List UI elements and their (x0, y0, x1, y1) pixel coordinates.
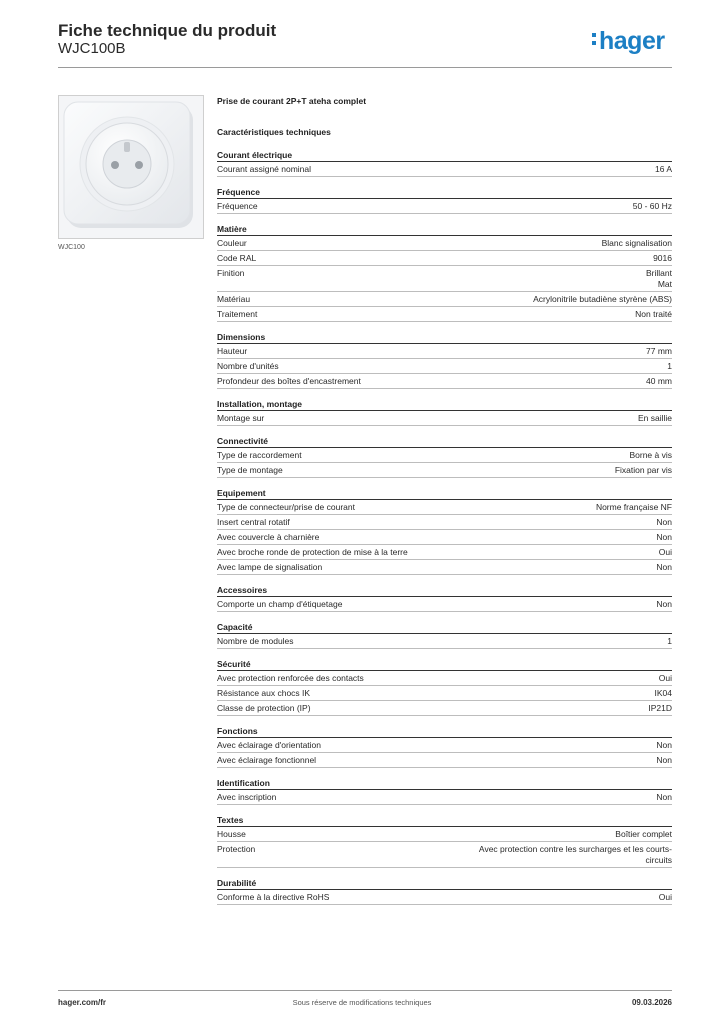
spec-row (217, 359, 672, 374)
spec-value (659, 673, 672, 684)
spec-value-line: Avec protection contre les surcharges et les courts- (478, 843, 672, 854)
spec-value-line: circuits (645, 854, 672, 865)
spec-label: Insert central rotatif (217, 516, 290, 527)
spec-row (217, 701, 672, 716)
spec-value (646, 268, 672, 290)
spec-label: Housse (217, 828, 246, 839)
spec-section (217, 149, 672, 177)
spec-row (217, 515, 672, 530)
spec-label: Avec inscription (217, 791, 277, 802)
spec-value (656, 532, 672, 543)
hager-logo (592, 27, 665, 56)
spec-row (217, 292, 672, 307)
spec-section (217, 331, 672, 389)
logo-dots-icon (592, 33, 597, 49)
spec-value (646, 346, 672, 357)
spec-row (217, 500, 672, 515)
spec-value (655, 688, 673, 699)
socket-outlet-icon (59, 96, 203, 238)
spec-value-line: Oui (658, 546, 672, 557)
footer-website: hager.com/fr (58, 998, 107, 1007)
spec-value (656, 517, 672, 528)
spec-value-line: IK04 (654, 687, 672, 698)
spec-value-line: Non (656, 598, 672, 609)
spec-value (656, 599, 672, 610)
spec-row (217, 827, 672, 842)
image-caption: WJC100 (58, 244, 85, 251)
spec-section-title: Durabilité (217, 877, 672, 890)
specifications (217, 96, 672, 914)
spec-section (217, 877, 672, 905)
footer-divider (58, 990, 672, 991)
spec-value-line: IP21D (648, 702, 672, 713)
spec-value (638, 413, 672, 424)
spec-section (217, 487, 672, 575)
spec-value-line: Non (656, 516, 672, 527)
spec-section (217, 725, 672, 768)
spec-label: Type de connecteur/prise de courant (217, 501, 355, 512)
spec-row (217, 199, 672, 214)
spec-row (217, 448, 672, 463)
spec-label: Nombre de modules (217, 635, 294, 646)
header-divider (58, 67, 672, 68)
spec-sections (217, 149, 672, 905)
spec-label: Traitement (217, 308, 258, 319)
spec-value (656, 755, 672, 766)
spec-label: Montage sur (217, 412, 265, 423)
spec-row (217, 790, 672, 805)
spec-label: Avec éclairage d'orientation (217, 739, 322, 750)
spec-label: Avec éclairage fonctionnel (217, 754, 317, 765)
spec-row (217, 842, 672, 868)
spec-section (217, 186, 672, 214)
spec-value-line: Mat (657, 278, 672, 289)
spec-row (217, 530, 672, 545)
spec-row (217, 344, 672, 359)
spec-value-line: Norme française NF (595, 501, 672, 512)
spec-value-line: En saillie (637, 412, 672, 423)
spec-label: Hauteur (217, 345, 248, 356)
spec-section-title: Sécurité (217, 658, 672, 671)
spec-section-title: Equipement (217, 487, 672, 500)
spec-section-title: Textes (217, 814, 672, 827)
spec-label: Nombre d'unités (217, 360, 279, 371)
spec-value-line: 77 mm (646, 345, 672, 356)
spec-section-title: Capacité (217, 621, 672, 634)
spec-value (635, 309, 672, 320)
spec-value (656, 562, 672, 573)
spec-label: Finition (217, 267, 245, 278)
spec-label: Couleur (217, 237, 247, 248)
spec-value (667, 361, 672, 372)
spec-label: Code RAL (217, 252, 257, 263)
spec-value (533, 294, 672, 305)
spec-value (596, 502, 672, 513)
spec-value (656, 792, 672, 803)
spec-value-line: 16 A (654, 163, 672, 174)
spec-row (217, 463, 672, 478)
spec-value (659, 892, 672, 903)
product-image (58, 95, 204, 239)
spec-value (667, 636, 672, 647)
spec-section-title: Fonctions (217, 725, 672, 738)
spec-value-line: Oui (658, 672, 672, 683)
spec-value (633, 201, 672, 212)
spec-value-line: 40 mm (646, 375, 672, 386)
spec-row (217, 266, 672, 292)
footer-notice: Sous réserve de modifications techniques (292, 998, 432, 1007)
spec-label: Type de raccordement (217, 449, 302, 460)
spec-row (217, 890, 672, 905)
spec-section (217, 621, 672, 649)
spec-section (217, 398, 672, 426)
spec-section-title: Courant électrique (217, 149, 672, 162)
spec-section-title: Fréquence (217, 186, 672, 199)
spec-value-line: Boîtier complet (615, 828, 672, 839)
spec-value-line: Acrylonitrile butadiène styrène (ABS) (533, 293, 672, 304)
spec-value-line: 1 (667, 635, 672, 646)
spec-value-line: Non (656, 531, 672, 542)
logo-text: hager (599, 27, 665, 55)
spec-value (615, 465, 672, 476)
spec-value-line: Non (656, 791, 672, 802)
spec-value (629, 450, 672, 461)
spec-row (217, 671, 672, 686)
spec-label: Fréquence (217, 200, 258, 211)
spec-section-title: Identification (217, 777, 672, 790)
spec-label: Conforme à la directive RoHS (217, 891, 330, 902)
spec-value (646, 376, 672, 387)
spec-value-line: Borne à vis (629, 449, 672, 460)
spec-label: Type de montage (217, 464, 283, 475)
spec-label: Matériau (217, 293, 251, 304)
spec-label: Avec broche ronde de protection de mise à la terre (217, 546, 408, 557)
spec-row (217, 597, 672, 612)
spec-row (217, 753, 672, 768)
spec-section (217, 814, 672, 868)
spec-row (217, 560, 672, 575)
spec-section-title: Connectivité (217, 435, 672, 448)
spec-row (217, 251, 672, 266)
spec-section-title: Matière (217, 223, 672, 236)
spec-section (217, 658, 672, 716)
spec-value (653, 253, 672, 264)
spec-value-line: Non traité (635, 308, 672, 319)
spec-value-line: Non (656, 754, 672, 765)
spec-label: Profondeur des boîtes d'encastrement (217, 375, 361, 386)
document-title: Fiche technique du produit (58, 21, 277, 40)
spec-row (217, 162, 672, 177)
spec-label: Protection (217, 843, 256, 854)
spec-value (615, 829, 672, 840)
spec-value (655, 164, 672, 175)
spec-row (217, 236, 672, 251)
spec-section (217, 777, 672, 805)
spec-section-title: Accessoires (217, 584, 672, 597)
spec-label: Comporte un champ d'étiquetage (217, 598, 343, 609)
product-title: Prise de courant 2P+T ateha complet (217, 96, 367, 106)
spec-value-line: Fixation par vis (614, 464, 672, 475)
spec-row (217, 545, 672, 560)
spec-value-line: Brillant (646, 267, 672, 278)
section-heading: Caractéristiques techniques (217, 127, 331, 137)
spec-value-line: Oui (658, 891, 672, 902)
spec-section-title: Installation, montage (217, 398, 672, 411)
spec-value (648, 703, 672, 714)
spec-row (217, 411, 672, 426)
spec-row (217, 686, 672, 701)
spec-label: Résistance aux chocs IK (217, 687, 311, 698)
spec-section (217, 435, 672, 478)
spec-value-line: Non (656, 561, 672, 572)
spec-value (479, 844, 672, 866)
spec-section (217, 223, 672, 322)
spec-value-line: 1 (667, 360, 672, 371)
spec-section-title: Dimensions (217, 331, 672, 344)
product-reference: WJC100B (58, 40, 126, 57)
spec-value (656, 740, 672, 751)
spec-value-line: 50 - 60 Hz (632, 200, 672, 211)
spec-label: Avec protection renforcée des contacts (217, 672, 364, 683)
spec-value-line: Non (656, 739, 672, 750)
spec-label: Avec lampe de signalisation (217, 561, 323, 572)
spec-row (217, 307, 672, 322)
spec-value-line: 9016 (653, 252, 672, 263)
spec-label: Avec couvercle à charnière (217, 531, 320, 542)
spec-section (217, 584, 672, 612)
spec-value (602, 238, 672, 249)
spec-label: Classe de protection (IP) (217, 702, 311, 713)
spec-row (217, 738, 672, 753)
spec-row (217, 374, 672, 389)
spec-value (659, 547, 672, 558)
spec-row (217, 634, 672, 649)
footer-date: 09.03.2026 (631, 998, 672, 1007)
spec-value-line: Blanc signalisation (601, 237, 672, 248)
spec-label: Courant assigné nominal (217, 163, 312, 174)
